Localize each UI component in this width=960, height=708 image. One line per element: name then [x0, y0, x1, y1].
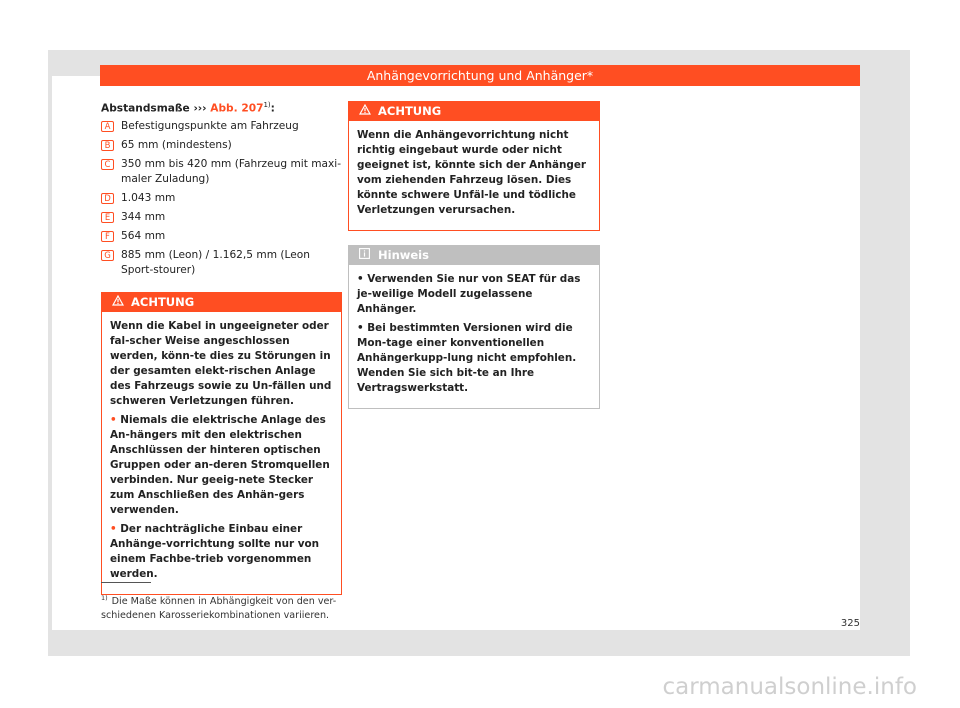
bullet-icon: • [357, 273, 368, 285]
hint-box-header [349, 246, 599, 265]
hint-box [348, 245, 600, 409]
dimensions-intro [101, 98, 342, 117]
dimension-label: E [101, 212, 114, 223]
hint-bullet: • Bei bestimmten Versionen wird die Mon-tage einer konventionellen Anhängerkupp-lung nicht empfohlen. Wenden Sie sich bit-te an Ihre Vertragswerkstatt. [357, 322, 577, 394]
warning-box-installation [348, 101, 600, 231]
warning-triangle-icon [112, 293, 125, 312]
intro-colon: : [270, 102, 275, 115]
warning-box-body [349, 121, 599, 230]
dimension-label: F [101, 231, 114, 242]
warning-bullet: • Niemals die elektrische Anlage des An-hängers mit den elektrischen Anschlüssen der hinteren optischen Gruppen oder an-deren Stromquellen verbinden. Nur geeig-nete Stecker zum Anschließen des Anhän-gers verwenden. [110, 413, 330, 516]
dimension-item [101, 210, 342, 225]
dimension-text: 344 mm [121, 210, 166, 223]
warning-box-header [102, 293, 341, 312]
bullet-icon: • [357, 322, 368, 334]
watermark-text: carmanualsonline.info [662, 674, 917, 700]
hint-box-body [349, 265, 599, 408]
footnote-mark: 1) [101, 594, 108, 602]
info-icon [359, 246, 372, 265]
left-column [101, 98, 342, 595]
dimension-item [101, 119, 342, 134]
warning-title: ACHTUNG [378, 104, 442, 118]
footnote-text: Die Maße können in Abhängigkeit von den ver-schiedenen Karosseriekombinationen variieren. [101, 596, 337, 622]
dimension-text: Befestigungspunkte am Fahrzeug [121, 119, 299, 132]
dimension-text: 65 mm (mindestens) [121, 138, 232, 151]
dimension-item [101, 229, 342, 244]
warning-triangle-icon [359, 102, 372, 121]
warning-paragraph: Wenn die Kabel in ungeeigneter oder fal-scher Weise angeschlossen werden, könn-te dies zu Störungen in der gesamten elekt-rischen Anlage des Fahrzeugs sowie zu Un-fällen und schweren Verletzungen führen. [110, 319, 332, 407]
hint-title: Hinweis [378, 248, 429, 262]
dimension-text: 564 mm [121, 229, 166, 242]
section-header: Anhängevorrichtung und Anhänger* [100, 65, 860, 86]
footnote-ref[interactable]: 1) [263, 101, 271, 109]
dimension-item [101, 138, 342, 153]
intro-lead: Abstandsmaße [101, 102, 190, 115]
dimension-label: A [101, 121, 114, 132]
warning-box-body [102, 312, 341, 594]
dimension-item [101, 248, 342, 278]
footnote [101, 591, 341, 623]
hint-bullet: • Verwenden Sie nur von SEAT für das je-weilige Modell zugelassene Anhänger. [357, 273, 581, 315]
dimension-text: 350 mm bis 420 mm (Fahrzeug mit maxi-maler Zuladung) [121, 157, 342, 185]
figure-reference-link[interactable]: Abb. 207 [210, 102, 264, 115]
intro-arrows: ››› [193, 102, 207, 115]
footnote-divider [101, 582, 151, 583]
dimension-label: G [101, 250, 114, 261]
warning-box-wiring [101, 292, 342, 595]
dimension-label: D [101, 193, 114, 204]
bullet-icon: • [110, 413, 121, 426]
dimension-label: C [101, 159, 114, 170]
page-number: 325 [840, 618, 860, 629]
bullet-icon: • [110, 522, 121, 535]
warning-title: ACHTUNG [131, 294, 195, 309]
dimension-text: 885 mm (Leon) / 1.162,5 mm (Leon Sport-stourer) [121, 248, 310, 276]
warning-paragraph: Wenn die Anhängevorrichtung nicht richtig eingebaut wurde oder nicht geeignet ist, könnte sich der Anhänger vom ziehenden Fahrzeug lösen. Dies könnte schwere Unfäl-le und tödliche Verletzungen verursachen. [357, 129, 587, 216]
warning-bullet: • Der nachträgliche Einbau einer Anhänge-vorrichtung sollte nur von einem Fachbe-trieb vorgenommen werden. [110, 522, 320, 580]
dimension-label: B [101, 140, 114, 151]
middle-column [348, 101, 600, 409]
warning-box-header [349, 102, 599, 121]
dimension-item [101, 157, 342, 187]
dimension-item [101, 191, 342, 206]
dimension-text: 1.043 mm [121, 191, 176, 204]
